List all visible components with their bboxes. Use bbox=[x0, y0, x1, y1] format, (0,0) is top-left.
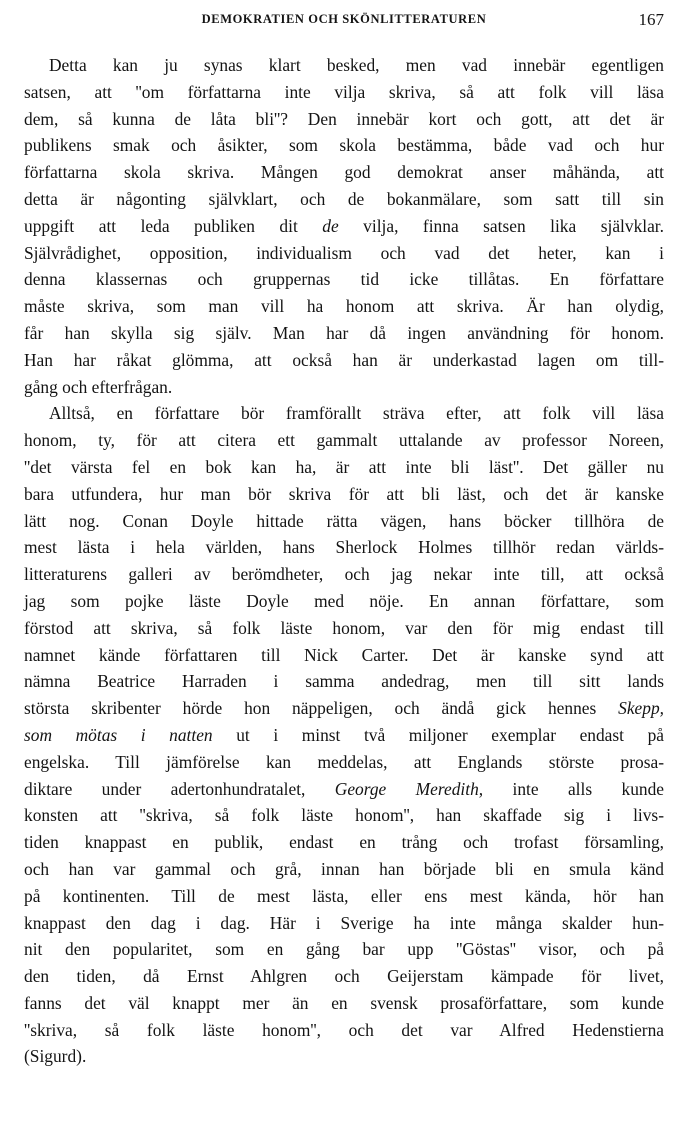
text-line: konsten att ''skriva, så folk läste honom'', han skaffade sig i livs- bbox=[24, 805, 664, 826]
text-line: litteraturens galleri av berömdheter, och jag nekar inte till, att också bbox=[24, 564, 664, 585]
text-line: förstod att skriva, så folk läste honom, var den för mig endast till bbox=[24, 617, 664, 638]
text-line: honom, ty, för att citera ett gammalt uttalande av professor Noreen, bbox=[24, 430, 664, 451]
text-line: mest lästa i hela världen, hans Sherlock Holmes tillhör redan världs- bbox=[24, 537, 664, 558]
text-segment: diktare under adertonhundratalet, bbox=[24, 778, 335, 799]
text-line: publikens smak och åsikter, som skola bestämma, både vad och hur bbox=[24, 135, 664, 156]
text-line: bara utfundera, hur man bör skriva för att bli läst, och det är kanske bbox=[24, 483, 664, 504]
text-segment: vilja, finna satsen lika självklar. bbox=[338, 215, 664, 236]
text-line: den tiden, då Ernst Ahlgren och Geijerstam kämpade för livet, bbox=[24, 966, 664, 987]
text-segment: inte alls kunde bbox=[483, 778, 664, 799]
text-segment: ut i minst två miljoner exemplar endast på bbox=[212, 724, 664, 745]
text-line: fanns det väl knappt mer än en svensk prosaförfattare, som kunde bbox=[24, 992, 664, 1013]
text-line: gång och efterfrågan. bbox=[24, 376, 173, 397]
text-line bbox=[24, 722, 664, 749]
text-line: nämna Beatrice Harraden i samma andedrag, men till sitt lands bbox=[24, 671, 664, 692]
text-line: Alltså, en författare bör framförallt sträva efter, att folk vill läsa bbox=[49, 403, 664, 424]
text-segment: största skribenter hörde hon näppeligen, och ändå gick hennes bbox=[24, 698, 619, 719]
running-title: DEMOKRATIEN OCH SKÖNLITTERATUREN bbox=[201, 12, 487, 26]
text-line: lätt nog. Conan Doyle hittade rätta vägen, hans böcker tillhöra de bbox=[24, 510, 664, 531]
text-line bbox=[24, 213, 664, 240]
italic-book-title: Skepp, bbox=[618, 698, 664, 719]
text-line: jag som pojke läste Doyle med nöje. En annan författare, som bbox=[24, 590, 664, 611]
text-line bbox=[24, 776, 664, 803]
text-line: på kontinenten. Till de mest lästa, eller ens mest kända, hör han bbox=[24, 885, 664, 906]
text-line: måste skriva, som man vill ha honom att skriva. Är han olydig, bbox=[24, 296, 664, 317]
italic-book-title: som mötas i natten bbox=[24, 724, 213, 745]
text-line: dem, så kunna de låta bli''? Den innebär kort och gott, att det är bbox=[24, 108, 664, 129]
text-line: namnet kände författaren till Nick Carter. Det är kanske synd att bbox=[24, 644, 664, 665]
text-line: denna klassernas och gruppernas tid icke tillåtas. En författare bbox=[24, 269, 664, 290]
text-line: (Sigurd). bbox=[24, 1046, 87, 1067]
running-head bbox=[24, 12, 664, 32]
text-line: tiden knappast en publik, endast en trång och trofast församling, bbox=[24, 832, 664, 853]
body-text bbox=[24, 52, 664, 1070]
text-line: Han har råkat glömma, att också han är underkastad lagen om till- bbox=[24, 349, 664, 370]
text-line: och han var gammal och grå, innan han började bli en smula känd bbox=[24, 858, 664, 879]
text-line: författarna skola skriva. Mången god demokrat anser måhända, att bbox=[24, 162, 664, 183]
text-line: Detta kan ju synas klart besked, men vad innebär egentligen bbox=[49, 55, 664, 75]
italic-author-name: George Meredith, bbox=[334, 778, 484, 799]
text-line bbox=[24, 695, 664, 722]
text-line: ''skriva, så folk läste honom'', och det var Alfred Hedenstierna bbox=[24, 1019, 664, 1040]
text-line: detta är någonting självklart, och de bokanmälare, som satt till sin bbox=[24, 188, 664, 209]
text-line: engelska. Till jämförelse kan meddelas, att Englands störste prosa- bbox=[24, 751, 664, 772]
text-line: nit den popularitet, som en gång bar upp ''Göstas'' visor, och på bbox=[24, 939, 664, 960]
text-line: får han skylla sig själv. Man har då ingen användning för honom. bbox=[24, 322, 664, 343]
text-line: Självrådighet, opposition, individualism och vad det heter, kan i bbox=[24, 242, 664, 263]
text-line: knappast den dag i dag. Här i Sverige ha inte många skalder hun- bbox=[24, 912, 664, 933]
text-line: ''det värsta fel en bok kan ha, är att inte bli läst''. Det gäller nu bbox=[24, 456, 664, 477]
page-number: 167 bbox=[638, 10, 664, 29]
text-segment: uppgift att leda publiken dit bbox=[24, 215, 323, 236]
italic-emphasis: de bbox=[322, 215, 339, 236]
text-line: satsen, att ''om författarna inte vilja skriva, så att folk vill läsa bbox=[24, 81, 664, 102]
